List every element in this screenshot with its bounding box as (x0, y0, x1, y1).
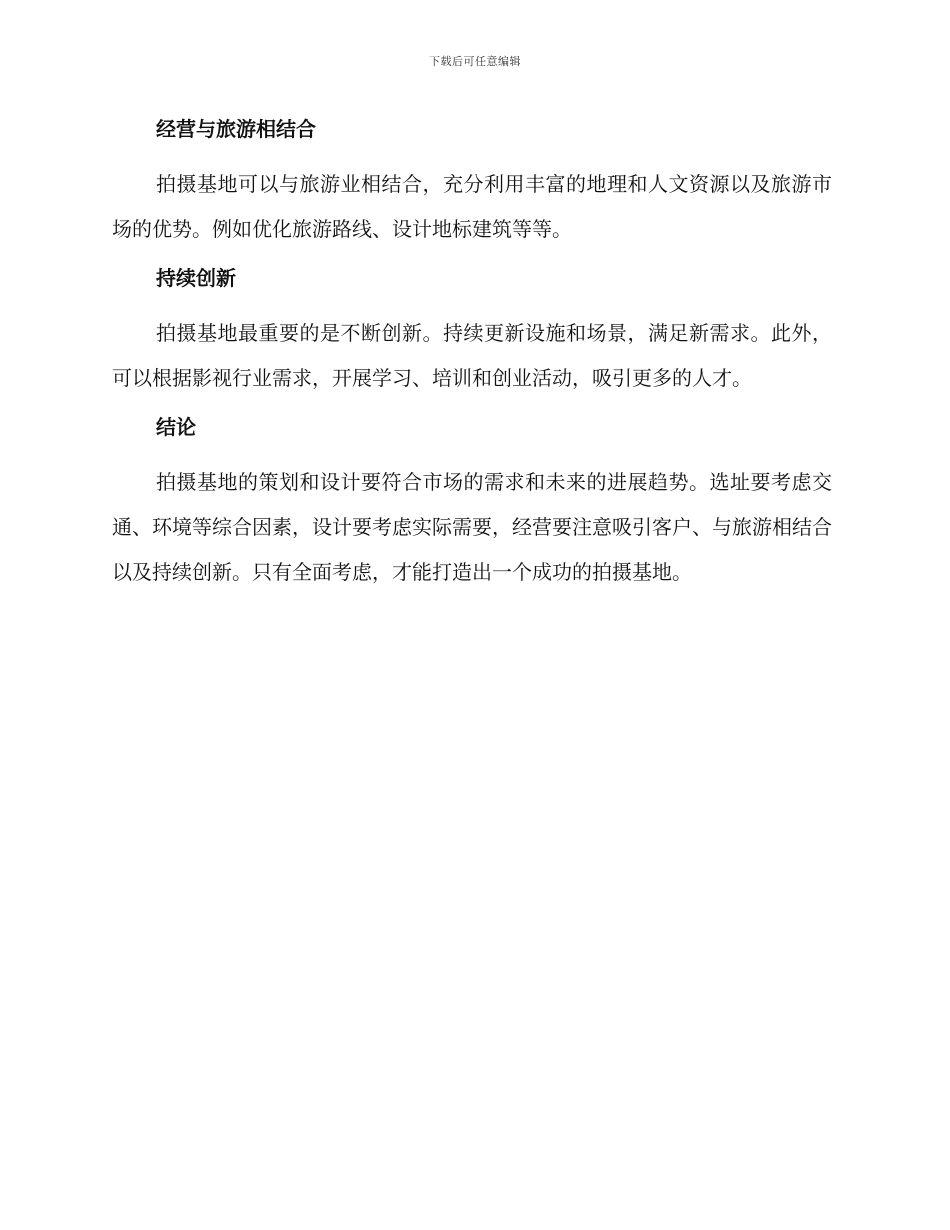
section-heading: 结论 (156, 415, 196, 439)
section-paragraph: 拍摄基地最重要的是不断创新。持续更新设施和场景，满足新需求。此外，可以根据影视行业需求，开展学习、培训和创业活动，吸引更多的人才。 (112, 321, 832, 390)
section-continuous-innovation (112, 259, 832, 401)
section-paragraph: 拍摄基地的策划和设计要符合市场的需求和未来的进展趋势。选址要考虑交通、环境等综合因素，设计要考虑实际需要，经营要注意吸引客户、与旅游相结合以及持续创新。只有全面考虑，才能打造出一个成功的拍摄基地。 (112, 470, 832, 584)
section-heading: 持续创新 (156, 266, 236, 290)
document-body (112, 110, 832, 595)
section-paragraph: 拍摄基地可以与旅游业相结合，充分利用丰富的地理和人文资源以及旅游市场的优势。例如优化旅游路线、设计地标建筑等等。 (112, 172, 832, 241)
section-conclusion (112, 408, 832, 595)
page-header: 下载后可任意编辑 (429, 55, 521, 68)
section-tourism-integration (112, 110, 832, 252)
section-heading: 经营与旅游相结合 (156, 117, 316, 141)
